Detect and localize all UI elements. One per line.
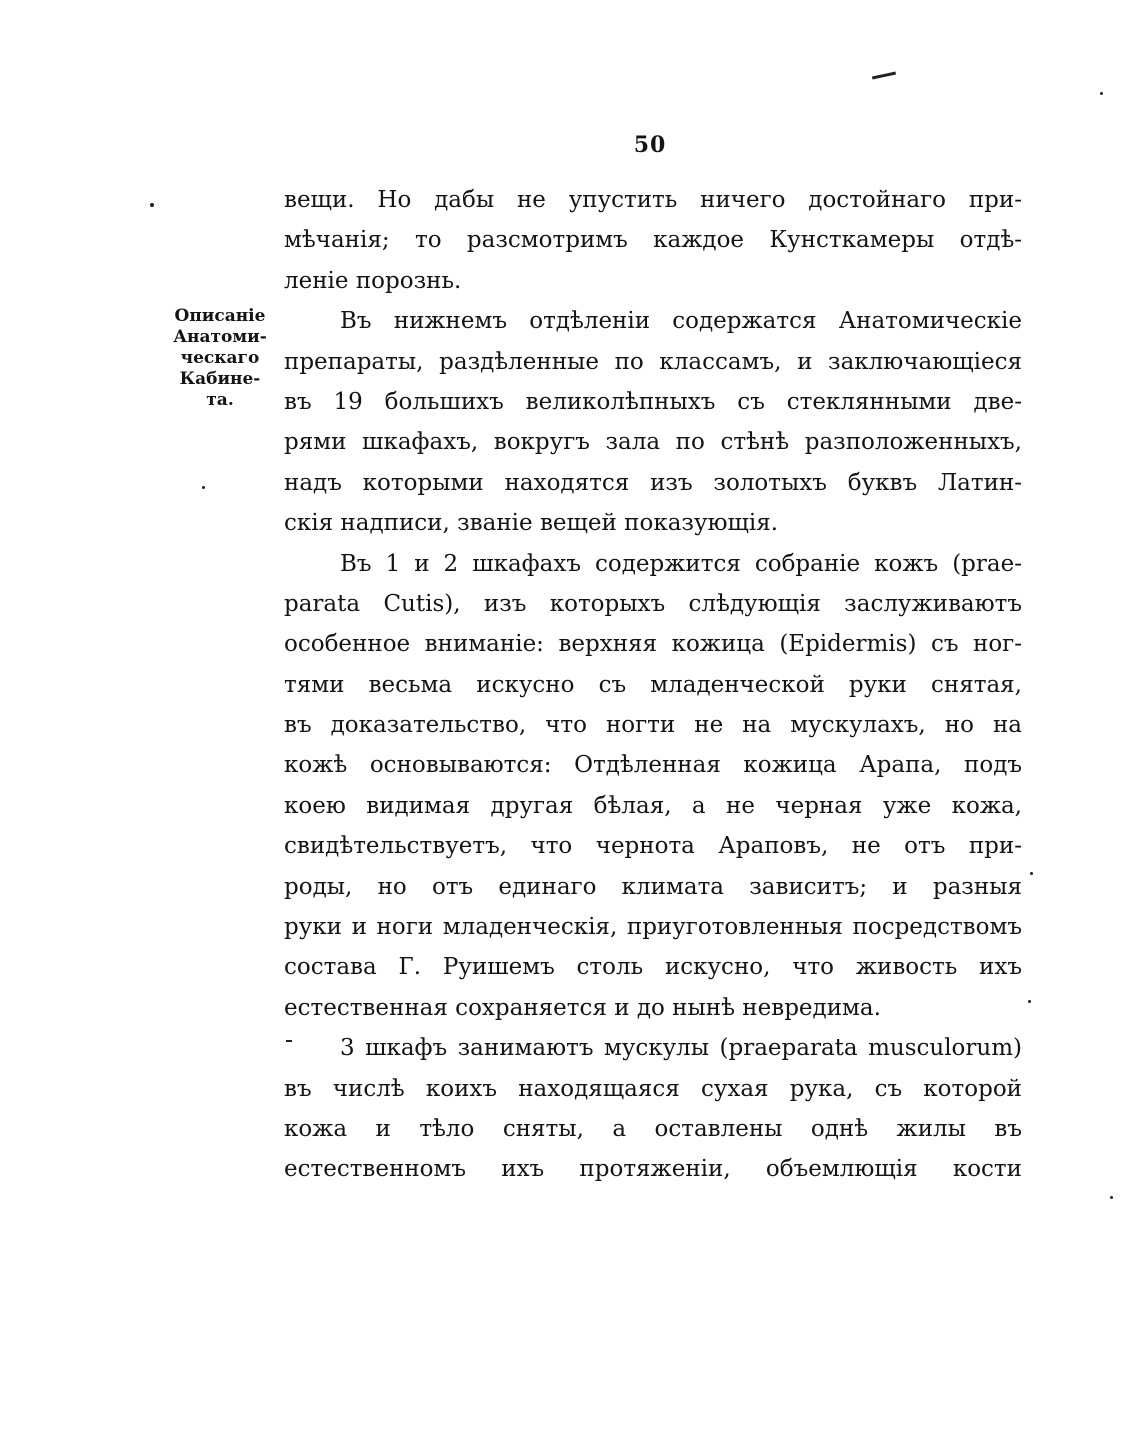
text-line: въ числѣ коихъ находящаяся сухая рука, съ которой <box>284 1075 1022 1102</box>
margin-note-line: та. <box>206 390 234 410</box>
text-line: состава Г. Руишемъ столь искусно, что живость ихъ <box>284 954 1022 981</box>
scan-speck <box>1028 1000 1031 1003</box>
scan-speck <box>150 203 154 207</box>
scan-speck <box>1110 1196 1113 1199</box>
text-line: parata Cutis), изъ которыхъ слѣдующія заслуживаютъ <box>284 590 1022 617</box>
text-line: вещи. Но дабы не упустить ничего достойнаго при- <box>284 187 1022 213</box>
text-line: естественная сохраняется и до нынѣ невредима. <box>284 994 881 1021</box>
text-line: коею видимая другая бѣлая, а не черная уже кожа, <box>284 792 1022 819</box>
margin-note-line: Кабине- <box>179 369 261 389</box>
text-line: скія надписи, званіе вещей показующія. <box>284 510 779 537</box>
page-number: 50 <box>633 132 667 158</box>
text-line: въ 19 большихъ великолѣпныхъ съ стеклянными две- <box>284 388 1022 415</box>
text-line: естественномъ ихъ протяженіи, объемлющія кости <box>284 1156 1022 1183</box>
margin-note <box>160 306 280 411</box>
text-line: въ доказательство, что ногти не на мускулахъ, но на <box>284 712 1022 739</box>
scan-speck <box>1100 92 1103 95</box>
text-line: тями весьма искусно съ младенческой руки снятая, <box>284 671 1022 698</box>
text-line: кожа и тѣло сняты, а оставлены однѣ жилы въ <box>284 1115 1022 1142</box>
text-line: особенное вниманіе: верхняя кожица (Epidermis) съ ног- <box>284 631 1022 658</box>
text-line: 3 шкафъ занимаютъ мускулы (praeparata musculorum) <box>340 1035 1022 1062</box>
text-line: рями шкафахъ, вокругъ зала по стѣнѣ разположенныхъ, <box>284 429 1022 456</box>
scan-speck <box>202 486 205 489</box>
text-line: свидѣтельствуетъ, что чернота Араповъ, не отъ при- <box>284 833 1022 860</box>
text-line: Въ 1 и 2 шкафахъ содержится собраніе кожъ (prae- <box>340 550 1022 577</box>
scan-speck <box>1030 872 1033 875</box>
text-line: Въ нижнемъ отдѣленіи содержатся Анатомическіе <box>340 308 1022 335</box>
text-line: роды, но отъ единаго климата зависитъ; и разныя <box>284 873 1022 900</box>
body-text <box>284 180 1022 1190</box>
scan-speck <box>286 1040 292 1042</box>
text-line: надъ которыми находятся изъ золотыхъ буквъ Латин- <box>284 469 1022 496</box>
text-line: леніе порознь. <box>284 267 462 294</box>
scan-mark <box>872 72 896 80</box>
text-line: руки и ноги младенческія, приуготовленныя посредствомъ <box>284 914 1022 941</box>
text-line: кожѣ основываются: Отдѣленная кожица Арапа, подъ <box>284 752 1022 779</box>
margin-note-line: Описаніе <box>174 306 266 326</box>
text-line: препараты, раздѣленные по классамъ, и заключающіеся <box>284 348 1022 375</box>
text-line: мѣчанія; то разсмотримъ каждое Кунсткамеры отдѣ- <box>284 227 1022 254</box>
margin-note-line: Анатоми- <box>173 327 267 347</box>
margin-note-line: ческаго <box>180 348 260 368</box>
